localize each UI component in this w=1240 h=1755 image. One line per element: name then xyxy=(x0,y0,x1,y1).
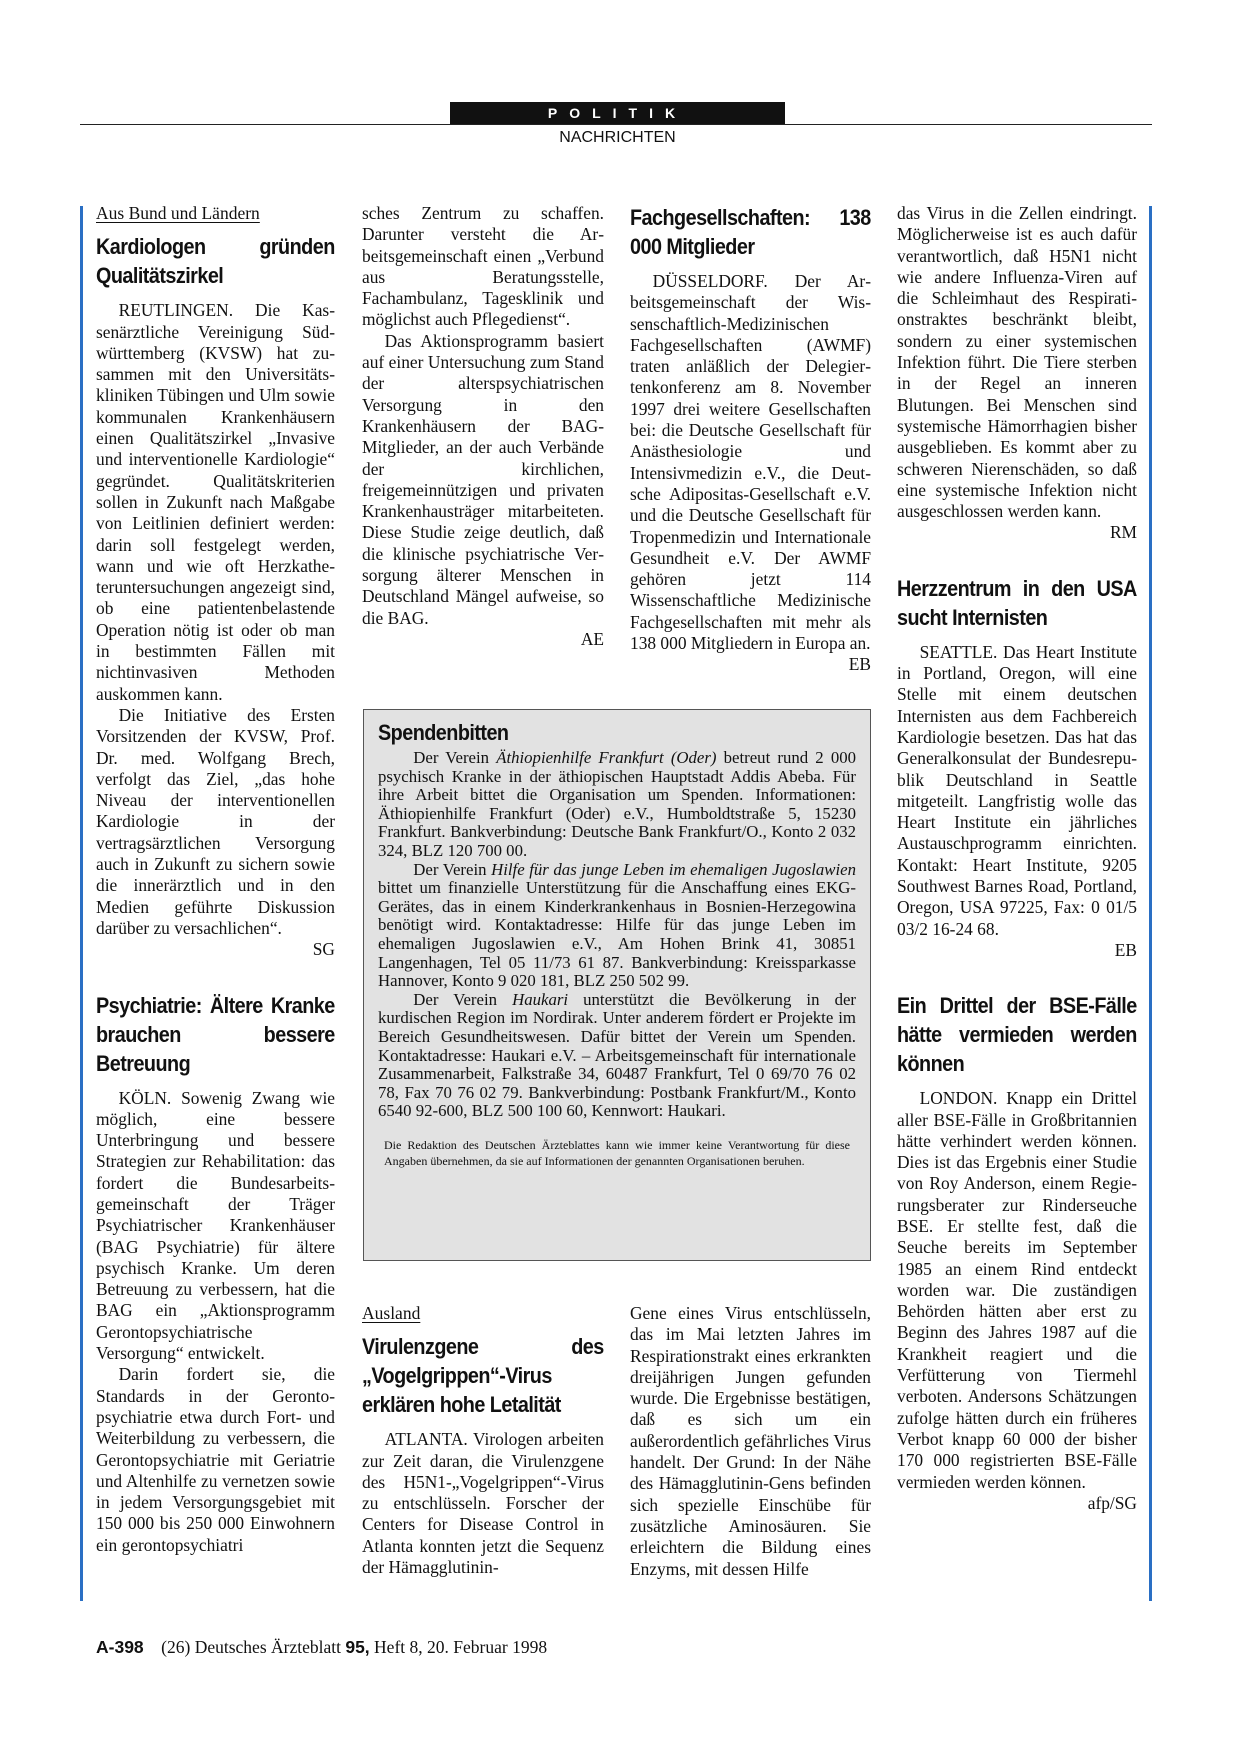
column-2 xyxy=(362,203,604,650)
section-kicker: Aus Bund und Ländern xyxy=(96,203,260,223)
headline-fachgesellschaften: Fachgesellschaften: 138 000 Mitglieder xyxy=(630,205,871,259)
column-3 xyxy=(630,203,871,676)
headline-kardiologen: Kardiologen gründen Qualitätszirkel xyxy=(96,234,335,289)
author-sig: EB xyxy=(848,654,871,675)
paragraph: das Virus in die Zellen eindringt. Möglicherweise ist es auch dafür verantwortlich, daß H5N1 nicht wie andere Influenza-Viren auf die Schleimhaut des Respirationstraktes beschränkt bleibt, sondern zu einer systemischen Infektion führt. Die Tiere sterben in der Regel an inneren Blutungen. Bei Menschen sind systemische Hämorrhagien bisher ausgeblieben. Es kommt aber zu schweren Nierenschäden, so daß eine systemische Infektion nicht ausgeschlossen werden kann. RM xyxy=(897,203,1137,543)
box-disclaimer: Die Redaktion des Deutschen Ärzteblattes kann wie immer keine Verantwortung für diese Angaben übernehmen, da sie auf Informationen der genannten Organisationen beruhen. xyxy=(384,1137,850,1168)
headline-psychiatrie: Psychiatrie: Ältere Kranke brauchen bessere Betreuung xyxy=(96,992,335,1076)
paragraph: Der Verein Haukari unterstützt die Bevölkerung in der kurdischen Region im Nordirak. Unter anderem fördert er Projekte im Bereich Gesundheitswesen. Dafür bittet der Verein um Spenden. Kontaktadresse: Haukari e.V. – Arbeitsgemeinschaft für internationale Zusammenarbeit, Falkstraße 34, 60487 Frankfurt, Tel 0 69/70 76 02 78, Fax 70 76 02 79. Bankverbindung: Postbank Frankfurt/M., Konto 6540 92-600, BLZ 500 100 60, Kennwort: Haukari. xyxy=(378,989,857,1121)
subressort-label: NACHRICHTEN xyxy=(559,129,676,146)
volume: 95, xyxy=(345,1637,370,1657)
author-sig: afp/SG xyxy=(1087,1492,1137,1513)
paragraph: Gene eines Virus entschlüsseln, das im Mai letzten Jahres im Respirationstrakt eines erkrankten dreijährigen Jungen gefunden wurde. Die Ergebnisse bestätigen, daß es sich um ein außerordentlich gefährliches Virus handelt. Der Grund: In der Nähe des Hämagglutinin-Gens befinden sich spezielle Einschübe für zusätzliche Aminosäuren. Sie erleichtern die Bildung eines Enzyms, mit dessen Hilfe xyxy=(630,1303,871,1579)
section-kicker: Ausland xyxy=(362,1303,421,1323)
ausland-column-2 xyxy=(630,1303,871,1580)
paragraph: SEATTLE. Das Heart Institute in Portland, Oregon, will eine Stelle mit einem deutschen Internisten aus dem Fachbereich Kardiologie besetzen. Das hat das Generalkonsulat der Bundesrepublik Deutschland in Seattle mitgeteilt. Langfristig wolle das Heart Institute ein jährliches Austauschprogramm einrichten. Kontakt: Heart Institute, 9205 Southwest Barnes Road, Portland, Oregon, USA 97225, Fax: 0 01/5 03/2 16-24 68. EB xyxy=(897,641,1137,960)
paragraph: Das Aktionsprogramm basiert auf einer Untersuchung zum Stand der alterspsychiatrischen Versorgung in den Krankenhäusern der BAG-Mitglieder, an der auch Verbände der kirchlichen, freigemeinnützigen und privaten Krankenhausträger mitarbeiteten. Diese Studie zeige deutlich, daß die klinische psychiatrische Versorgung älterer Menschen in Deutschland Mängel aufweise, so die BAG. AE xyxy=(362,330,604,649)
ausland-column-1 xyxy=(362,1303,604,1578)
page-footer xyxy=(96,1637,547,1658)
citation-rest: Heft 8, 20. Februar 1998 xyxy=(369,1637,548,1657)
paragraph: sches Zentrum zu schaffen. Darunter versteht die Arbeitsgemeinschaft einen „Verbund aus Beratungsstelle, Fachambulanz, Tagesklinik und möglichst auch Pflegedienst“. xyxy=(362,203,604,330)
column-1 xyxy=(96,203,335,1556)
author-sig: AE xyxy=(580,628,604,649)
author-sig: EB xyxy=(1114,939,1137,960)
headline-bse: Ein Drittel der BSE-Fälle hätte vermieden werden können xyxy=(897,993,1137,1077)
paragraph: LONDON. Knapp ein Drittel aller BSE-Fälle in Großbritannien hätte verhindert werden können. Dies ist das Ergebnis einer Studie von Roy Anderson, einem Regierungsberater zur Rinderseuche BSE. Er stellte fest, daß die Seuche bereits im September 1985 an einem Rind entdeckt worden war. Die zuständigen Behörden hätten aber erst zu Beginn des Jahres 1987 auf die Krankheit reagiert und die Verfütterung von Tiermehl verboten. Andersons Schätzungen zufolge hätten durch ein früheres Verbot knapp 60 000 der bisher 170 000 registrierten BSE-Fälle vermieden werden können. afp/SG xyxy=(897,1088,1137,1513)
box-body xyxy=(378,749,856,1121)
citation: (26) Deutsches Ärzteblatt xyxy=(161,1637,346,1657)
headline-virulenzgene: Virulenzgene des „Vogelgrippen“-Virus erklären hohe Letalität xyxy=(362,1334,604,1418)
author-sig: SG xyxy=(312,939,335,960)
author-sig: RM xyxy=(1109,522,1137,543)
header-rule xyxy=(80,124,1152,125)
ressort-label: POLITIK xyxy=(450,102,785,124)
column-4 xyxy=(897,203,1137,1514)
headline-herzzentrum: Herzzentrum in den USA sucht Internisten xyxy=(897,575,1137,630)
paragraph: Der Verein Hilfe für das junge Leben im ehemaligen Jugoslawien bittet um finanzielle Unterstützung für die Anschaffung eines EKG-Gerätes, das in einem Kinderkrankenhaus in Bosnien-Herzegowina benötigt wird. Kontaktadresse: Hilfe für das junge Leben im ehemaligen Jugoslawien e.V., Am Hohen Brink 41, 30851 Langenhagen, Tel 05 11/73 61 87. Bankverbindung: Kreissparkasse Hannover, Konto 9 020 181, BLZ 250 502 99. xyxy=(378,859,856,991)
paragraph: Die Initiative des Ersten Vorsitzenden der KVSW, Prof. Dr. med. Wolfgang Brech, verfolgt das Ziel, „das hohe Niveau der interventionellen Kardiologie in der vertragsärztlichen Versorgung auch in Zukunft zu sichern sowie die innerärztlich und in den Medien geführte Diskussion darüber zu versachlichen“. SG xyxy=(96,704,335,960)
paragraph: KÖLN. Sowenig Zwang wie möglich, eine bessere Unterbringung und bessere Strategien zur Rehabilitation: das fordert die Bundesarbeitsgemeinschaft der Träger Psychiatrischer Krankenhäuser (BAG Psychiatrie) für ältere psychisch Kranke. Um deren Betreuung zu verbessern, hat die BAG ein „Aktionsprogramm Gerontopsychiatrische Versorgung“ entwickelt. xyxy=(96,1087,335,1364)
right-accent-bar xyxy=(1149,206,1152,1601)
paragraph: REUTLINGEN. Die Kassenärztliche Vereinigung Südwürttemberg (KVSW) hat zusammen mit den Universitätskliniken Tübingen und Ulm sowie kommunalen Krankenhäusern einen Qualitätszirkel „Invasive und interventionelle Kardiologie“ gegründet. Qualitätskriterien sollen in Zukunft nach Maßgabe von Leitlinien definiert werden: darin soll festgelegt werden, wann und wie oft Herzkatheteruntersuchungen angezeigt sind, ob eine patientenbelastende Operation nötig ist oder ob man in bestimmten Fällen mit nichtinvasiven Methoden auskommen kann. xyxy=(96,300,335,704)
paragraph: Darin fordert sie, die Standards in der Gerontopsychiatrie etwa durch Fort- und Weiterbildung zu verbessern, die Gerontopsychiatrie mit Geriatrie und Altenhilfe zu vernetzen sowie in jedem Versorgungsgebiet mit 150 000 bis 250 000 Einwohnern ein gerontopsychiatri xyxy=(96,1364,335,1555)
paragraph: Der Verein Äthiopienhilfe Frankfurt (Oder) betreut rund 2 000 psychisch Kranke in der äthiopischen Hauptstadt Addis Abeba. Für ihre Arbeit bittet die Organisation um Spenden. Informationen: Äthiopienhilfe Frankfurt (Oder) e.V., Humboldtstraße 5, 15230 Frankfurt. Bankverbindung: Deutsche Bank Frankfurt/O., Konto 2 032 324, BLZ 120 700 00. xyxy=(378,748,856,860)
paragraph: ATLANTA. Virologen arbeiten zur Zeit daran, die Virulenzgene des H5N1-„Vogelgrippen“-Virus zu entschlüsseln. Forscher der Centers for Disease Control in Atlanta konnten jetzt die Sequenz der Hämagglutinin- xyxy=(362,1429,604,1578)
left-accent-bar xyxy=(80,206,83,1601)
donation-box xyxy=(363,709,871,1261)
paragraph: DÜSSELDORF. Der Arbeitsgemeinschaft der Wissenschaftlich-Medizinischen Fachgesellschaften (AWMF) traten anläßlich der Delegiertenkonferenz am 8. November 1997 drei weitere Gesellschaften bei: die Deutsche Gesellschaft für Anästhesiologie und Intensivmedizin e.V., die Deutsche Adipositas-Gesellschaft e.V. und die Deutsche Gesellschaft für Tropenmedizin und Internationale Gesundheit e.V. Der AWMF gehören jetzt 114 Wissenschaftliche Medizinische Fachgesellschaften mit mehr als 138 000 Mitgliedern in Europa an. EB xyxy=(630,271,871,675)
page-number: A-398 xyxy=(96,1637,144,1657)
box-headline: Spendenbitten xyxy=(378,720,509,745)
